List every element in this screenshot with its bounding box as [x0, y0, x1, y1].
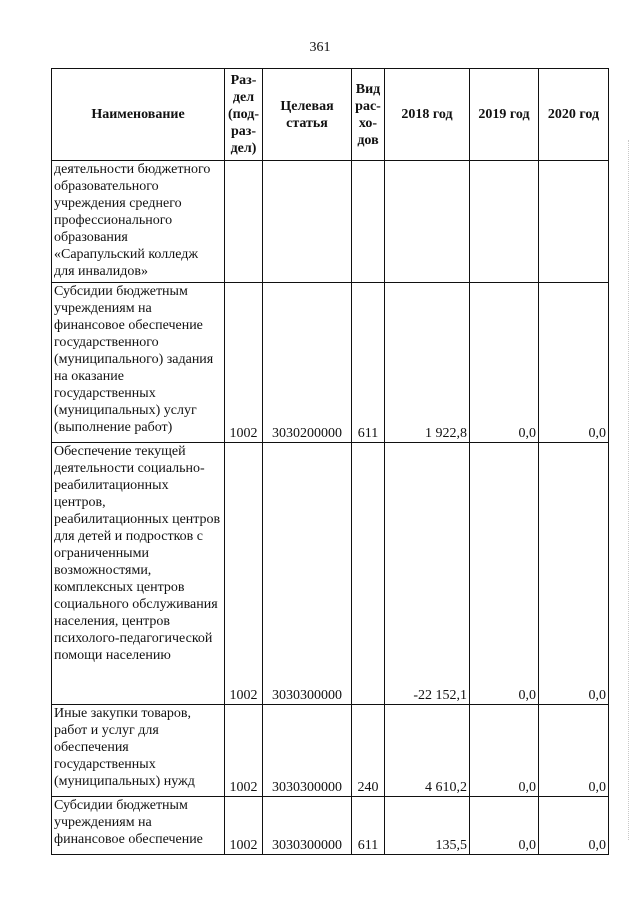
row-section — [225, 161, 263, 283]
table-row — [52, 797, 609, 855]
row-2018: 4 610,2 — [385, 705, 470, 797]
row-name: Субсидии бюджетным учреждениям на финансовое обеспечение — [52, 797, 225, 855]
row-2018: 135,5 — [385, 797, 470, 855]
table-row — [52, 283, 609, 443]
header-name: Наименование — [52, 69, 225, 161]
header-expense-type: Вид рас- хо- дов — [352, 69, 385, 161]
row-target — [263, 161, 352, 283]
table-row — [52, 705, 609, 797]
header-section: Раз- дел (под- раз- дел) — [225, 69, 263, 161]
row-expense-type — [352, 161, 385, 283]
row-name: деятельности бюджетного образовательного учреждения среднего профессионального образования «Сарапульский колледж для инвалидов» — [52, 161, 225, 283]
table-header-row — [52, 69, 609, 161]
row-section: 1002 — [225, 283, 263, 443]
row-2020: 0,0 — [539, 283, 609, 443]
row-2018: 1 922,8 — [385, 283, 470, 443]
page-number: 361 — [309, 40, 331, 55]
budget-table — [51, 68, 609, 855]
row-2019 — [470, 161, 539, 283]
row-expense-type: 611 — [352, 283, 385, 443]
row-2019: 0,0 — [470, 443, 539, 705]
scan-margin-line — [628, 140, 630, 840]
row-name: Иные закупки товаров, работ и услуг для обеспечения государственных (муниципальных) нужд — [52, 705, 225, 797]
row-expense-type: 611 — [352, 797, 385, 855]
row-target: 3030300000 — [263, 797, 352, 855]
row-section: 1002 — [225, 705, 263, 797]
row-2020 — [539, 161, 609, 283]
row-2020: 0,0 — [539, 705, 609, 797]
row-expense-type: 240 — [352, 705, 385, 797]
row-2019: 0,0 — [470, 705, 539, 797]
header-target: Целевая статья — [263, 69, 352, 161]
header-2019: 2019 год — [470, 69, 539, 161]
row-2018 — [385, 161, 470, 283]
row-2020: 0,0 — [539, 443, 609, 705]
table-row — [52, 161, 609, 283]
row-section: 1002 — [225, 797, 263, 855]
row-2020: 0,0 — [539, 797, 609, 855]
row-2019: 0,0 — [470, 797, 539, 855]
row-expense-type — [352, 443, 385, 705]
header-2020: 2020 год — [539, 69, 609, 161]
header-2018: 2018 год — [385, 69, 470, 161]
row-target: 3030300000 — [263, 443, 352, 705]
row-2018: -22 152,1 — [385, 443, 470, 705]
row-2019: 0,0 — [470, 283, 539, 443]
row-section: 1002 — [225, 443, 263, 705]
row-name: Субсидии бюджетным учреждениям на финансовое обеспечение государственного (муниципального) задания на оказание государственных (муниципальных) услуг (выполнение работ) — [52, 283, 225, 443]
table-row — [52, 443, 609, 705]
row-target: 3030300000 — [263, 705, 352, 797]
row-name: Обеспечение текущей деятельности социально-реабилитационных центров, реабилитационных центров для детей и подростков с ограниченными возможностями, комплексных центров социального обслуживания населения, центров психолого-педагогической помощи населению — [52, 443, 225, 705]
row-target: 3030200000 — [263, 283, 352, 443]
